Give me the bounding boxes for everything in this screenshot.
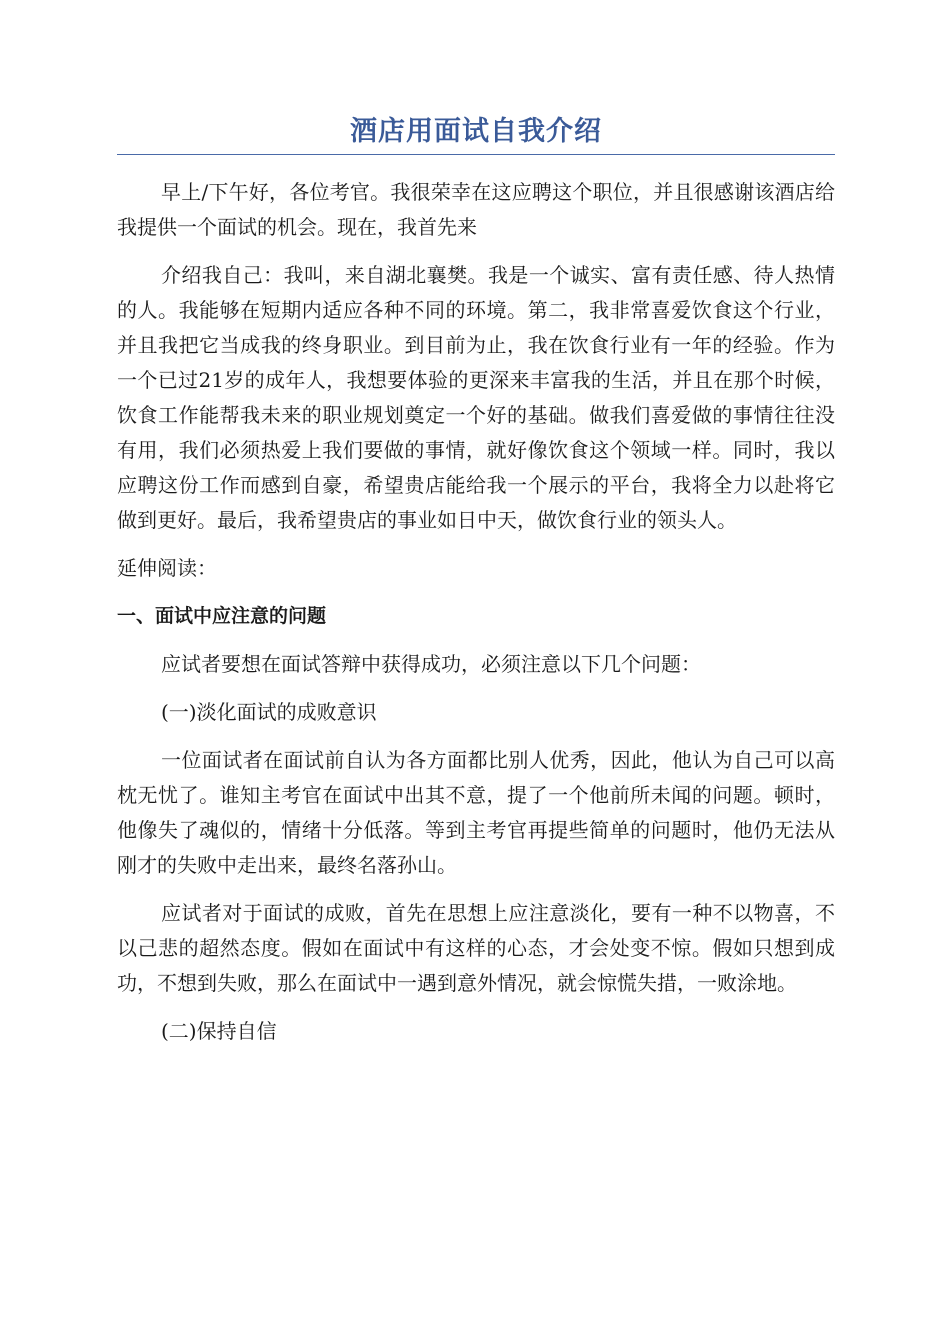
paragraph-issues-intro: 应试者要想在面试答辩中获得成功，必须注意以下几个问题：: [161, 652, 701, 676]
paragraph-greeting: 早上/下午好，各位考官。我很荣幸在这应聘这个职位，并且很感谢该酒店给我提供一个面试的机会。现在，我首先来: [117, 180, 835, 239]
document-page: [117, 112, 835, 1062]
paragraph-example-story: 一位面试者在面试前自认为各方面都比别人优秀，因此，他认为自己可以高枕无忧了。谁知主考官在面试中出其不意，提了一个他前所未闻的问题。顿时，他像失了魂似的，情绪十分低落。等到主考官再提些简单的问题时，他仍无法从刚才的失败中走出来，最终名落孙山。: [117, 748, 835, 877]
document-title: 酒店用面试自我介绍: [350, 116, 602, 147]
subheading-fade-success-failure: (一)淡化面试的成败意识: [161, 700, 377, 724]
subheading-keep-confidence: (二)保持自信: [161, 1019, 277, 1043]
paragraph-extended-reading: 延伸阅读：: [117, 556, 217, 580]
paragraph-self-introduction: 介绍我自己：我叫，来自湖北襄樊。我是一个诚实、富有责任感、待人热情的人。我能够在短期内适应各种不同的环境。第二，我非常喜爱饮食这个行业，并且我把它当成我的终身职业。到目前为止，我在饮食行业有一年的经验。作为一个已过21岁的成年人，我想要体验的更深来丰富我的生活，并且在那个时候，饮食工作能帮我未来的职业规划奠定一个好的基础。做我们喜爱做的事情往往没有用，我们必须热爱上我们要做的事情，就好像饮食这个领域一样。同时，我以应聘这份工作而感到自豪，希望贵店能给我一个展示的平台，我将全力以赴将它做到更好。最后，我希望贵店的事业如日中天，做饮食行业的领头人。: [117, 263, 835, 532]
title-underline: [117, 154, 835, 155]
section-heading-interview-issues: 一、面试中应注意的问题: [117, 605, 327, 627]
paragraph-mindset-advice: 应试者对于面试的成败，首先在思想上应注意淡化，要有一种不以物喜，不以己悲的超然态度。假如在面试中有这样的心态，才会处变不惊。假如只想到成功，不想到失败，那么在面试中一遇到意外情况，就会惊慌失措，一败涂地。: [117, 901, 835, 995]
